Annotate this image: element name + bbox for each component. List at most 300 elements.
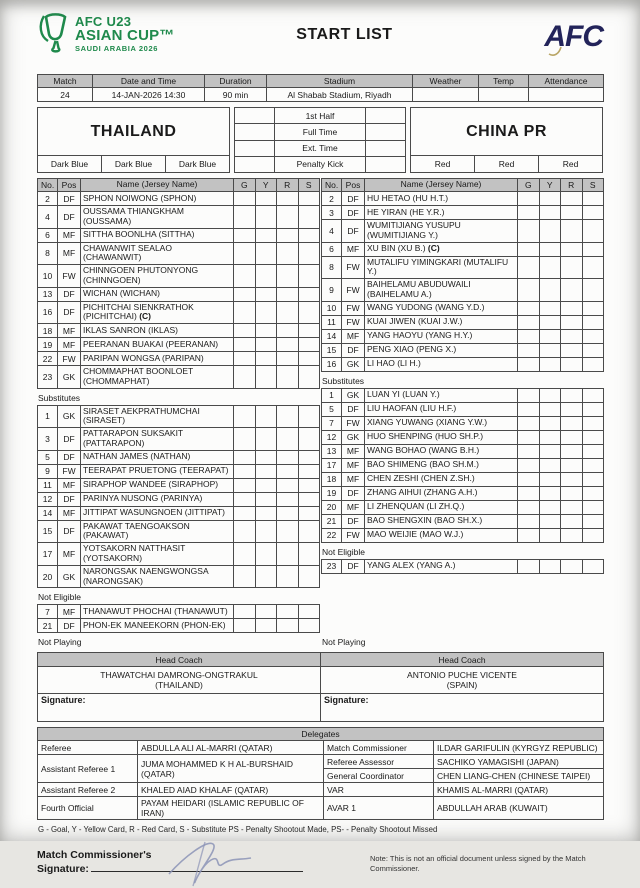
player-name: CHOMMAPHAT BOONLOET (CHOMMAPHAT) — [81, 366, 234, 389]
goal-cell — [518, 486, 540, 500]
player-position: MF — [58, 324, 81, 338]
player-row — [322, 220, 604, 243]
yellow-card-cell — [539, 206, 561, 220]
red-card-cell — [561, 206, 583, 220]
player-position: FW — [342, 301, 365, 315]
yellow-card-cell — [255, 478, 277, 492]
general-coordinator-name: CHEN LIANG-CHEN (CHINESE TAIPEI) — [434, 769, 604, 783]
player-name: IKLAS SANRON (IKLAS) — [81, 324, 234, 338]
substitute-cell — [582, 220, 604, 243]
red-card-cell — [277, 428, 299, 451]
player-row — [322, 500, 604, 514]
signature-line — [91, 862, 303, 872]
away-coach-signature-field: Signature: — [321, 694, 604, 722]
player-position: DF — [58, 287, 81, 301]
red-card-cell — [561, 256, 583, 279]
goal-cell — [518, 416, 540, 430]
yellow-card-cell — [255, 366, 277, 389]
goal-cell — [234, 242, 256, 265]
header-no: No. — [322, 179, 342, 192]
player-position: MF — [342, 242, 365, 256]
player-number: 16 — [322, 357, 342, 371]
match-date-time: 14-JAN-2026 14:30 — [93, 88, 205, 102]
away-kit-shirt: Red — [410, 156, 475, 173]
player-number: 11 — [322, 315, 342, 329]
player-name: HUO SHENPING (HUO SH.P.) — [365, 430, 518, 444]
player-position: GK — [58, 366, 81, 389]
substitute-cell — [582, 402, 604, 416]
header-no: No. — [38, 179, 58, 192]
player-row — [38, 478, 320, 492]
yellow-card-cell — [539, 279, 561, 302]
player-number: 20 — [322, 500, 342, 514]
score-label-1st-half: 1st Half — [275, 108, 366, 124]
red-card-cell — [277, 228, 299, 242]
player-name: WANG YUDONG (WANG Y.D.) — [365, 301, 518, 315]
yellow-card-cell — [255, 338, 277, 352]
away-substitutes-table — [321, 388, 604, 543]
document-header — [37, 12, 603, 68]
delegates-table — [37, 727, 604, 820]
afc-swoosh-icon — [547, 46, 565, 56]
away-not-eligible-table — [321, 559, 604, 574]
away-substitutes-label: Substitutes — [322, 375, 365, 386]
red-card-cell — [277, 450, 299, 464]
away-kit-socks: Red — [539, 156, 603, 173]
player-position: DF — [342, 220, 365, 243]
player-row — [38, 619, 320, 633]
red-card-cell — [561, 402, 583, 416]
player-row — [322, 514, 604, 528]
substitute-cell — [582, 343, 604, 357]
player-position: DF — [342, 343, 365, 357]
match-duration: 90 min — [205, 88, 267, 102]
col-duration: Duration — [205, 75, 267, 88]
goal-cell — [518, 242, 540, 256]
header-goal: G — [518, 179, 540, 192]
match-attendance — [529, 88, 604, 102]
home-head-coach: THAWATCHAI DAMRONG-ONGTRAKUL (THAILAND) — [38, 667, 321, 694]
header-pos: Pos — [342, 179, 365, 192]
player-row — [322, 458, 604, 472]
away-full-time-score — [366, 124, 406, 140]
substitute-cell — [298, 464, 320, 478]
red-card-cell — [561, 514, 583, 528]
goal-cell — [234, 192, 256, 206]
red-card-cell — [561, 279, 583, 302]
player-row — [38, 265, 320, 288]
yellow-card-cell — [255, 492, 277, 506]
away-kit-colors — [410, 156, 603, 173]
home-substitutes-label: Substitutes — [38, 392, 81, 403]
player-number: 9 — [322, 279, 342, 302]
goal-cell — [518, 528, 540, 542]
player-row — [38, 324, 320, 338]
player-number: 10 — [322, 301, 342, 315]
substitute-cell — [582, 279, 604, 302]
abbreviations-legend: G - Goal, Y - Yellow Card, R - Red Card, S - Substitute PS - Penalty Shootout Made, PS- - Penalty Shootout Missed — [38, 825, 438, 835]
red-card-cell — [561, 444, 583, 458]
goal-cell — [234, 428, 256, 451]
home-kit-socks: Dark Blue — [166, 156, 230, 173]
substitute-cell — [582, 315, 604, 329]
player-position: DF — [58, 206, 81, 229]
red-card-cell — [561, 416, 583, 430]
captain-marker: (C) — [136, 311, 152, 322]
yellow-card-cell — [539, 500, 561, 514]
yellow-card-cell — [255, 565, 277, 588]
header-yellow: Y — [539, 179, 561, 192]
red-card-cell — [561, 388, 583, 402]
player-number: 1 — [38, 405, 58, 428]
substitute-cell — [298, 366, 320, 389]
delegates-header: Delegates — [38, 728, 604, 741]
away-roster-column — [321, 178, 603, 649]
player-name: TEERAPAT PRUETONG (TEERAPAT) — [81, 464, 234, 478]
yellow-card-cell — [539, 315, 561, 329]
goal-cell — [234, 605, 256, 619]
red-card-cell — [561, 357, 583, 371]
player-name: WICHAN (WICHAN) — [81, 287, 234, 301]
assistant-referee-2-role: Assistant Referee 2 — [38, 783, 138, 797]
col-date-time: Date and Time — [93, 75, 205, 88]
substitute-cell — [582, 388, 604, 402]
referee-name: ABDULLA ALI AL-MARRI (QATAR) — [138, 741, 324, 755]
yellow-card-cell — [539, 444, 561, 458]
substitute-cell — [298, 338, 320, 352]
away-team-name: CHINA PR — [410, 107, 603, 156]
player-row — [322, 206, 604, 220]
away-starters-table — [321, 178, 604, 372]
substitute-cell — [298, 565, 320, 588]
red-card-cell — [277, 619, 299, 633]
substitute-cell — [298, 520, 320, 543]
goal-cell — [518, 256, 540, 279]
goal-cell — [234, 301, 256, 324]
goal-cell — [518, 444, 540, 458]
substitute-cell — [298, 206, 320, 229]
referee-assessor-role: Referee Assessor — [324, 755, 434, 769]
player-name: XU BIN (XU B.) (C) — [365, 242, 518, 256]
player-position: MF — [58, 338, 81, 352]
player-number: 8 — [322, 256, 342, 279]
yellow-card-cell — [539, 514, 561, 528]
goal-cell — [518, 559, 540, 573]
red-card-cell — [561, 315, 583, 329]
header-red: R — [561, 179, 583, 192]
match-info-table — [37, 74, 604, 102]
rosters-section — [37, 178, 603, 649]
player-name: WANG BOHAO (WANG B.H.) — [365, 444, 518, 458]
substitute-cell — [298, 428, 320, 451]
player-number: 19 — [322, 486, 342, 500]
substitute-cell — [298, 301, 320, 324]
substitute-cell — [582, 242, 604, 256]
player-number: 18 — [38, 324, 58, 338]
yellow-card-cell — [539, 242, 561, 256]
match-commissioner-name: ILDAR GARIFULIN (KYRGYZ REPUBLIC) — [434, 741, 604, 755]
player-name: SIRASET AEKPRATHUMCHAI (SIRASET) — [81, 405, 234, 428]
yellow-card-cell — [539, 430, 561, 444]
match-commissioner-role: Match Commissioner — [324, 741, 434, 755]
goal-cell — [234, 206, 256, 229]
player-number: 5 — [38, 450, 58, 464]
player-row — [322, 315, 604, 329]
substitute-cell — [582, 357, 604, 371]
player-position: DF — [342, 402, 365, 416]
red-card-cell — [277, 242, 299, 265]
player-name: PATTARAPON SUKSAKIT (PATTARAPON) — [81, 428, 234, 451]
away-not-eligible-label: Not Eligible — [322, 546, 365, 557]
match-info-value-row — [38, 88, 604, 102]
substitute-cell — [582, 514, 604, 528]
goal-cell — [234, 352, 256, 366]
player-number: 11 — [38, 478, 58, 492]
player-number: 13 — [38, 287, 58, 301]
player-number: 7 — [322, 416, 342, 430]
player-position: MF — [58, 543, 81, 566]
player-row — [38, 506, 320, 520]
player-row — [322, 279, 604, 302]
yellow-card-cell — [255, 605, 277, 619]
player-row — [38, 242, 320, 265]
avar1-role: AVAR 1 — [324, 797, 434, 820]
header-name: Name (Jersey Name) — [365, 179, 518, 192]
player-number: 17 — [322, 458, 342, 472]
player-name: HU HETAO (HU H.T.) — [365, 192, 518, 206]
score-row — [235, 140, 406, 156]
player-number: 21 — [322, 514, 342, 528]
player-name: MUTALIFU YIMINGKARI (MUTALIFU Y.) — [365, 256, 518, 279]
match-temp — [479, 88, 529, 102]
player-position: DF — [342, 559, 365, 573]
substitute-cell — [582, 206, 604, 220]
header-yellow: Y — [255, 179, 277, 192]
fourth-official-name: PAYAM HEIDARI (ISLAMIC REPUBLIC OF IRAN) — [138, 797, 324, 820]
player-number: 17 — [38, 543, 58, 566]
player-position: MF — [58, 506, 81, 520]
substitute-cell — [582, 444, 604, 458]
goal-cell — [518, 500, 540, 514]
yellow-card-cell — [539, 220, 561, 243]
tournament-line1: AFC U23 — [75, 14, 132, 30]
player-number: 1 — [322, 388, 342, 402]
red-card-cell — [561, 192, 583, 206]
substitute-cell — [298, 228, 320, 242]
red-card-cell — [277, 366, 299, 389]
red-card-cell — [561, 458, 583, 472]
player-row — [38, 287, 320, 301]
player-number: 6 — [322, 242, 342, 256]
home-1st-half-score — [235, 108, 275, 124]
match-commissioner-signature-block — [37, 848, 603, 876]
goal-cell — [234, 619, 256, 633]
player-name: CHAWANWIT SEALAO (CHAWANWIT) — [81, 242, 234, 265]
goal-cell — [234, 324, 256, 338]
player-number: 21 — [38, 619, 58, 633]
player-number: 12 — [38, 492, 58, 506]
yellow-card-cell — [255, 206, 277, 229]
substitute-cell — [582, 329, 604, 343]
red-card-cell — [277, 324, 299, 338]
player-name: JITTIPAT WASUNGNOEN (JITTIPAT) — [81, 506, 234, 520]
player-number: 3 — [322, 206, 342, 220]
player-row — [322, 329, 604, 343]
player-row — [38, 543, 320, 566]
home-not-eligible-table — [37, 604, 320, 633]
player-name: SPHON NOIWONG (SPHON) — [81, 192, 234, 206]
player-row — [38, 192, 320, 206]
goal-cell — [234, 265, 256, 288]
goal-cell — [234, 506, 256, 520]
player-row — [38, 352, 320, 366]
player-position: DF — [342, 206, 365, 220]
yellow-card-cell — [255, 192, 277, 206]
assistant-referee-2-name: KHALED AIAD KHALAF (QATAR) — [138, 783, 324, 797]
player-row — [322, 444, 604, 458]
away-head-coach: ANTONIO PUCHE VICENTE (SPAIN) — [321, 667, 604, 694]
red-card-cell — [277, 405, 299, 428]
player-number: 12 — [322, 430, 342, 444]
red-card-cell — [277, 464, 299, 478]
referee-role: Referee — [38, 741, 138, 755]
player-row — [38, 338, 320, 352]
goal-cell — [518, 315, 540, 329]
player-number: 23 — [322, 559, 342, 573]
player-number: 14 — [322, 329, 342, 343]
player-position: MF — [58, 242, 81, 265]
substitute-cell — [298, 450, 320, 464]
player-name: LIU HAOFAN (LIU H.F.) — [365, 402, 518, 416]
substitute-cell — [298, 405, 320, 428]
player-number: 22 — [322, 528, 342, 542]
yellow-card-cell — [255, 301, 277, 324]
player-row — [38, 428, 320, 451]
red-card-cell — [277, 206, 299, 229]
yellow-card-cell — [255, 405, 277, 428]
score-row — [235, 108, 406, 124]
player-row — [322, 343, 604, 357]
player-name: PAKAWAT TAENGOAKSON (PAKAWAT) — [81, 520, 234, 543]
player-name: PARINYA NUSONG (PARINYA) — [81, 492, 234, 506]
player-position: DF — [58, 520, 81, 543]
player-row — [322, 388, 604, 402]
player-position: FW — [58, 464, 81, 478]
player-name: MAO WEIJIE (MAO W.J.) — [365, 528, 518, 542]
player-row — [322, 486, 604, 500]
player-name: THANAWUT PHOCHAI (THANAWUT) — [81, 605, 234, 619]
player-position: FW — [342, 256, 365, 279]
player-number: 14 — [38, 506, 58, 520]
home-team-block — [37, 107, 230, 173]
player-position: GK — [342, 430, 365, 444]
yellow-card-cell — [255, 619, 277, 633]
player-position: DF — [58, 192, 81, 206]
substitute-cell — [298, 492, 320, 506]
home-head-coach-header: Head Coach — [38, 653, 321, 667]
player-number: 16 — [38, 301, 58, 324]
player-name: HE YIRAN (HE Y.R.) — [365, 206, 518, 220]
player-row — [38, 366, 320, 389]
goal-cell — [518, 206, 540, 220]
player-row — [38, 206, 320, 229]
away-kit-shorts: Red — [475, 156, 539, 173]
official-note: Note: This is not an official document unless signed by the Match Commissioner. — [370, 854, 586, 874]
score-label-full-time: Full Time — [275, 124, 366, 140]
referee-assessor-name: SACHIKO YAMAGISHI (JAPAN) — [434, 755, 604, 769]
home-not-eligible-label: Not Eligible — [38, 592, 81, 603]
home-team-name: THAILAND — [37, 107, 230, 156]
red-card-cell — [277, 506, 299, 520]
player-name: LI HAO (LI H.) — [365, 357, 518, 371]
goal-cell — [234, 450, 256, 464]
score-label-ext-time: Ext. Time — [275, 140, 366, 156]
goal-cell — [234, 338, 256, 352]
red-card-cell — [561, 242, 583, 256]
yellow-card-cell — [255, 265, 277, 288]
player-name: XIANG YUWANG (XIANG Y.W.) — [365, 416, 518, 430]
player-name: YANG ALEX (YANG A.) — [365, 559, 518, 573]
substitute-cell — [582, 256, 604, 279]
player-name: BAIHELAMU ABUDUWAILI (BAIHELAMU A.) — [365, 279, 518, 302]
yellow-card-cell — [255, 464, 277, 478]
player-row — [38, 492, 320, 506]
home-not-playing-label: Not Playing — [38, 637, 82, 648]
trophy-icon — [37, 12, 71, 56]
player-name: LUAN YI (LUAN Y.) — [365, 388, 518, 402]
player-name: NATHAN JAMES (NATHAN) — [81, 450, 234, 464]
substitute-cell — [582, 486, 604, 500]
general-coordinator-role: General Coordinator — [324, 769, 434, 783]
goal-cell — [518, 402, 540, 416]
player-number: 6 — [38, 228, 58, 242]
goal-cell — [518, 388, 540, 402]
goal-cell — [234, 478, 256, 492]
goal-cell — [518, 357, 540, 371]
var-role: VAR — [324, 783, 434, 797]
yellow-card-cell — [539, 256, 561, 279]
roster-header-row — [38, 179, 320, 192]
substitute-cell — [582, 559, 604, 573]
home-ext-time-score — [235, 140, 275, 156]
player-row — [38, 301, 320, 324]
player-row — [322, 242, 604, 256]
score-row — [235, 124, 406, 140]
player-name: CHINNGOEN PHUTONYONG (CHINNGOEN) — [81, 265, 234, 288]
match-stadium: Al Shabab Stadium, Riyadh — [267, 88, 413, 102]
yellow-card-cell — [255, 352, 277, 366]
player-number: 20 — [38, 565, 58, 588]
yellow-card-cell — [255, 242, 277, 265]
goal-cell — [234, 228, 256, 242]
player-number: 7 — [38, 605, 58, 619]
home-kit-colors — [37, 156, 230, 173]
player-position: MF — [58, 228, 81, 242]
mc-signature-line2: Signature: — [37, 863, 89, 876]
player-row — [38, 228, 320, 242]
player-position: FW — [342, 315, 365, 329]
header-sub: S — [582, 179, 604, 192]
player-position: GK — [58, 565, 81, 588]
substitute-cell — [298, 605, 320, 619]
yellow-card-cell — [539, 343, 561, 357]
player-row — [322, 559, 604, 573]
substitute-cell — [582, 458, 604, 472]
match-number: 24 — [38, 88, 93, 102]
player-number: 3 — [38, 428, 58, 451]
substitute-cell — [298, 242, 320, 265]
goal-cell — [234, 366, 256, 389]
